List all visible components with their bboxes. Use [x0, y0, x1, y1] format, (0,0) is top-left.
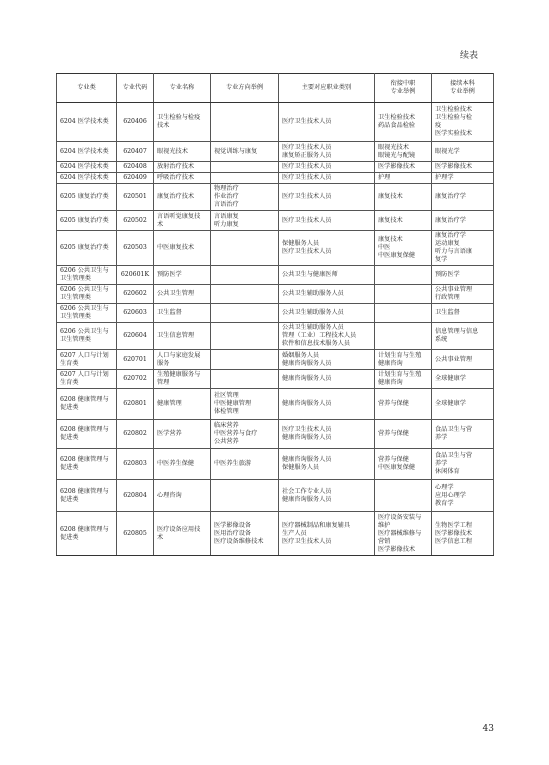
cell-secondary [375, 480, 432, 512]
cell-direction [211, 323, 279, 350]
cell-code: 620501 [117, 184, 154, 211]
cell-undergraduate: 食品卫生与营 养学 [432, 420, 494, 449]
header-row [57, 74, 494, 103]
cell-occupation: 公共卫生辅助服务人员 [279, 304, 375, 323]
cell-undergraduate: 信息管理与信息 系统 [432, 323, 494, 350]
table-row [57, 211, 494, 231]
cell-undergraduate: 生物医学工程 医学影像技术 医学信息工程 [432, 512, 494, 556]
header-name: 专业名称 [154, 74, 211, 103]
cell-undergraduate: 全球健康学 [432, 370, 494, 389]
cell-name: 健康管理 [154, 389, 211, 420]
header-code: 专业代码 [117, 74, 154, 103]
cell-direction [211, 285, 279, 304]
cell-occupation: 公共卫生与健康医师 [279, 266, 375, 285]
cell-code: 620802 [117, 420, 154, 449]
cell-name: 呼吸治疗技术 [154, 173, 211, 184]
cell-code: 620701 [117, 350, 154, 370]
cell-direction [211, 231, 279, 266]
header-category: 专业类 [57, 74, 117, 103]
cell-occupation: 医疗卫生技术人员 [279, 184, 375, 211]
cell-occupation: 健康咨询服务人员 [279, 370, 375, 389]
table-row [57, 420, 494, 449]
cell-secondary: 卫生检验技术 药品食品检验 [375, 103, 432, 142]
cell-secondary [375, 304, 432, 323]
specialty-table [56, 73, 494, 556]
cell-undergraduate: 卫生检验技术 卫生检验与检 疫 医学实验技术 [432, 103, 494, 142]
cell-name: 中医康复技术 [154, 231, 211, 266]
table-row [57, 184, 494, 211]
cell-code: 620408 [117, 162, 154, 173]
table-row [57, 231, 494, 266]
table-row [57, 512, 494, 556]
cell-secondary: 护理 [375, 173, 432, 184]
cell-occupation: 社会工作专业人员 健康咨询服务人员 [279, 480, 375, 512]
cell-category: 6206 公共卫生与 卫生管理类 [57, 266, 117, 285]
table-row [57, 103, 494, 142]
cell-direction [211, 304, 279, 323]
cell-occupation: 医疗卫生技术人员 [279, 173, 375, 184]
cell-name: 生殖健康服务与 管理 [154, 370, 211, 389]
cell-category: 6204 医学技术类 [57, 103, 117, 142]
cell-secondary: 康复技术 [375, 211, 432, 231]
table-row [57, 350, 494, 370]
table-row [57, 389, 494, 420]
cell-secondary [375, 285, 432, 304]
cell-code: 620502 [117, 211, 154, 231]
cell-name: 眼视光技术 [154, 142, 211, 162]
cell-category: 6208 健康管理与 促进类 [57, 420, 117, 449]
cell-direction: 视觉训练与康复 [211, 142, 279, 162]
cell-direction: 中医养生旅游 [211, 449, 279, 480]
cell-direction: 言语康复 听力康复 [211, 211, 279, 231]
cell-secondary: 营养与保健 [375, 389, 432, 420]
cell-category: 6206 公共卫生与 卫生管理类 [57, 285, 117, 304]
cell-direction [211, 173, 279, 184]
cell-name: 医学营养 [154, 420, 211, 449]
cell-undergraduate: 眼视光学 [432, 142, 494, 162]
header-undergraduate: 接续本科 专业举例 [432, 74, 494, 103]
table-row [57, 370, 494, 389]
cell-occupation: 医疗卫生技术人员 [279, 211, 375, 231]
cell-category: 6205 康复治疗类 [57, 211, 117, 231]
cell-name: 医疗设备应用技 术 [154, 512, 211, 556]
table-row [57, 480, 494, 512]
cell-category: 6204 医学技术类 [57, 162, 117, 173]
cell-code: 620604 [117, 323, 154, 350]
cell-name: 预防医学 [154, 266, 211, 285]
cell-occupation: 健康咨询服务人员 [279, 389, 375, 420]
cell-category: 6207 人口与计划 生育类 [57, 370, 117, 389]
cell-category: 6208 健康管理与 促进类 [57, 512, 117, 556]
page-number: 43 [482, 724, 494, 734]
cell-category: 6205 康复治疗类 [57, 184, 117, 211]
cell-name: 人口与家庭发展 服务 [154, 350, 211, 370]
cell-undergraduate: 预防医学 [432, 266, 494, 285]
cell-code: 620702 [117, 370, 154, 389]
cell-secondary [375, 266, 432, 285]
cell-occupation: 公共卫生辅助服务人员 [279, 285, 375, 304]
cell-category: 6205 康复治疗类 [57, 231, 117, 266]
table-row [57, 449, 494, 480]
table-row [57, 285, 494, 304]
cell-name: 放射治疗技术 [154, 162, 211, 173]
cell-code: 620602 [117, 285, 154, 304]
cell-direction: 临床营养 中医营养与食疗 公共营养 [211, 420, 279, 449]
table-row [57, 266, 494, 285]
cell-direction [211, 162, 279, 173]
cell-secondary: 计划生育与生殖 健康咨询 [375, 350, 432, 370]
cell-undergraduate: 康复治疗学 运动康复 听力与言语康 复学 [432, 231, 494, 266]
cell-category: 6204 医学技术类 [57, 142, 117, 162]
cell-direction [211, 350, 279, 370]
cell-name: 言语听觉康复技 术 [154, 211, 211, 231]
header-occupation: 主要对应职业类别 [279, 74, 375, 103]
cell-direction [211, 103, 279, 142]
cell-code: 620801 [117, 389, 154, 420]
cell-category: 6208 健康管理与 促进类 [57, 449, 117, 480]
header-secondary: 衔接中职 专业举例 [375, 74, 432, 103]
cell-undergraduate: 医学影像技术 [432, 162, 494, 173]
cell-name: 卫生检验与检疫 技术 [154, 103, 211, 142]
cell-secondary: 计划生育与生殖 健康咨询 [375, 370, 432, 389]
cell-name: 心理咨询 [154, 480, 211, 512]
cell-code: 620805 [117, 512, 154, 556]
cell-undergraduate: 卫生监督 [432, 304, 494, 323]
cell-category: 6204 医学技术类 [57, 173, 117, 184]
cell-name: 卫生监督 [154, 304, 211, 323]
continued-label: 续表 [459, 51, 478, 61]
cell-secondary: 康复技术 中医 中医康复保健 [375, 231, 432, 266]
cell-occupation: 医疗卫生技术人员 [279, 162, 375, 173]
cell-secondary: 营养与保健 中医康复保健 [375, 449, 432, 480]
cell-secondary: 康复技术 [375, 184, 432, 211]
cell-undergraduate: 护理学 [432, 173, 494, 184]
cell-occupation: 医疗器械制品和康复辅具 生产人员 医疗卫生技术人员 [279, 512, 375, 556]
cell-secondary: 眼视光技术 眼镜光与配镜 [375, 142, 432, 162]
cell-category: 6206 公共卫生与 卫生管理类 [57, 304, 117, 323]
table-row [57, 142, 494, 162]
cell-occupation: 健康咨询服务人员 保健服务人员 [279, 449, 375, 480]
cell-occupation: 公共卫生辅助服务人员 管理（工业）工程技术人员 软件和信息技术服务人员 [279, 323, 375, 350]
cell-direction [211, 480, 279, 512]
cell-undergraduate: 公共事业管理 [432, 350, 494, 370]
cell-undergraduate: 心理学 应用心理学 教育学 [432, 480, 494, 512]
cell-undergraduate: 公共事业管理 行政管理 [432, 285, 494, 304]
cell-direction [211, 370, 279, 389]
cell-occupation: 保健服务人员 医疗卫生技术人员 [279, 231, 375, 266]
table-row [57, 173, 494, 184]
cell-undergraduate: 康复治疗学 [432, 211, 494, 231]
cell-code: 620601K [117, 266, 154, 285]
cell-category: 6207 人口与计划 生育类 [57, 350, 117, 370]
cell-code: 620406 [117, 103, 154, 142]
cell-undergraduate: 食品卫生与营 养学 休闲体育 [432, 449, 494, 480]
cell-category: 6208 健康管理与 促进类 [57, 480, 117, 512]
header-direction: 专业方向举例 [211, 74, 279, 103]
cell-occupation: 医疗卫生技术人员 康复矫正服务人员 [279, 142, 375, 162]
cell-code: 620804 [117, 480, 154, 512]
cell-secondary: 医学影像技术 [375, 162, 432, 173]
cell-code: 620503 [117, 231, 154, 266]
cell-occupation: 婚姻服务人员 健康咨询服务人员 [279, 350, 375, 370]
cell-name: 公共卫生管理 [154, 285, 211, 304]
table-row [57, 162, 494, 173]
cell-category: 6206 公共卫生与 卫生管理类 [57, 323, 117, 350]
cell-secondary: 营养与保健 [375, 420, 432, 449]
cell-code: 620603 [117, 304, 154, 323]
cell-category: 6208 健康管理与 促进类 [57, 389, 117, 420]
cell-name: 中医养生保健 [154, 449, 211, 480]
cell-occupation: 医疗卫生技术人员 健康咨询服务人员 [279, 420, 375, 449]
cell-code: 620803 [117, 449, 154, 480]
cell-direction: 物理治疗 作业治疗 言语治疗 [211, 184, 279, 211]
cell-undergraduate: 康复治疗学 [432, 184, 494, 211]
cell-direction [211, 266, 279, 285]
cell-secondary: 医疗设备安装与 维护 医疗器械维修与 营销 医学影像技术 [375, 512, 432, 556]
cell-direction: 社区管理 中医健康管理 体检管理 [211, 389, 279, 420]
cell-direction: 医学影像设备 医用治疗设备 医疗设备维修技术 [211, 512, 279, 556]
cell-name: 卫生信息管理 [154, 323, 211, 350]
table-row [57, 304, 494, 323]
cell-code: 620409 [117, 173, 154, 184]
cell-undergraduate: 全球健康学 [432, 389, 494, 420]
cell-code: 620407 [117, 142, 154, 162]
cell-occupation: 医疗卫生技术人员 [279, 103, 375, 142]
table-row [57, 323, 494, 350]
cell-secondary [375, 323, 432, 350]
cell-name: 康复治疗技术 [154, 184, 211, 211]
